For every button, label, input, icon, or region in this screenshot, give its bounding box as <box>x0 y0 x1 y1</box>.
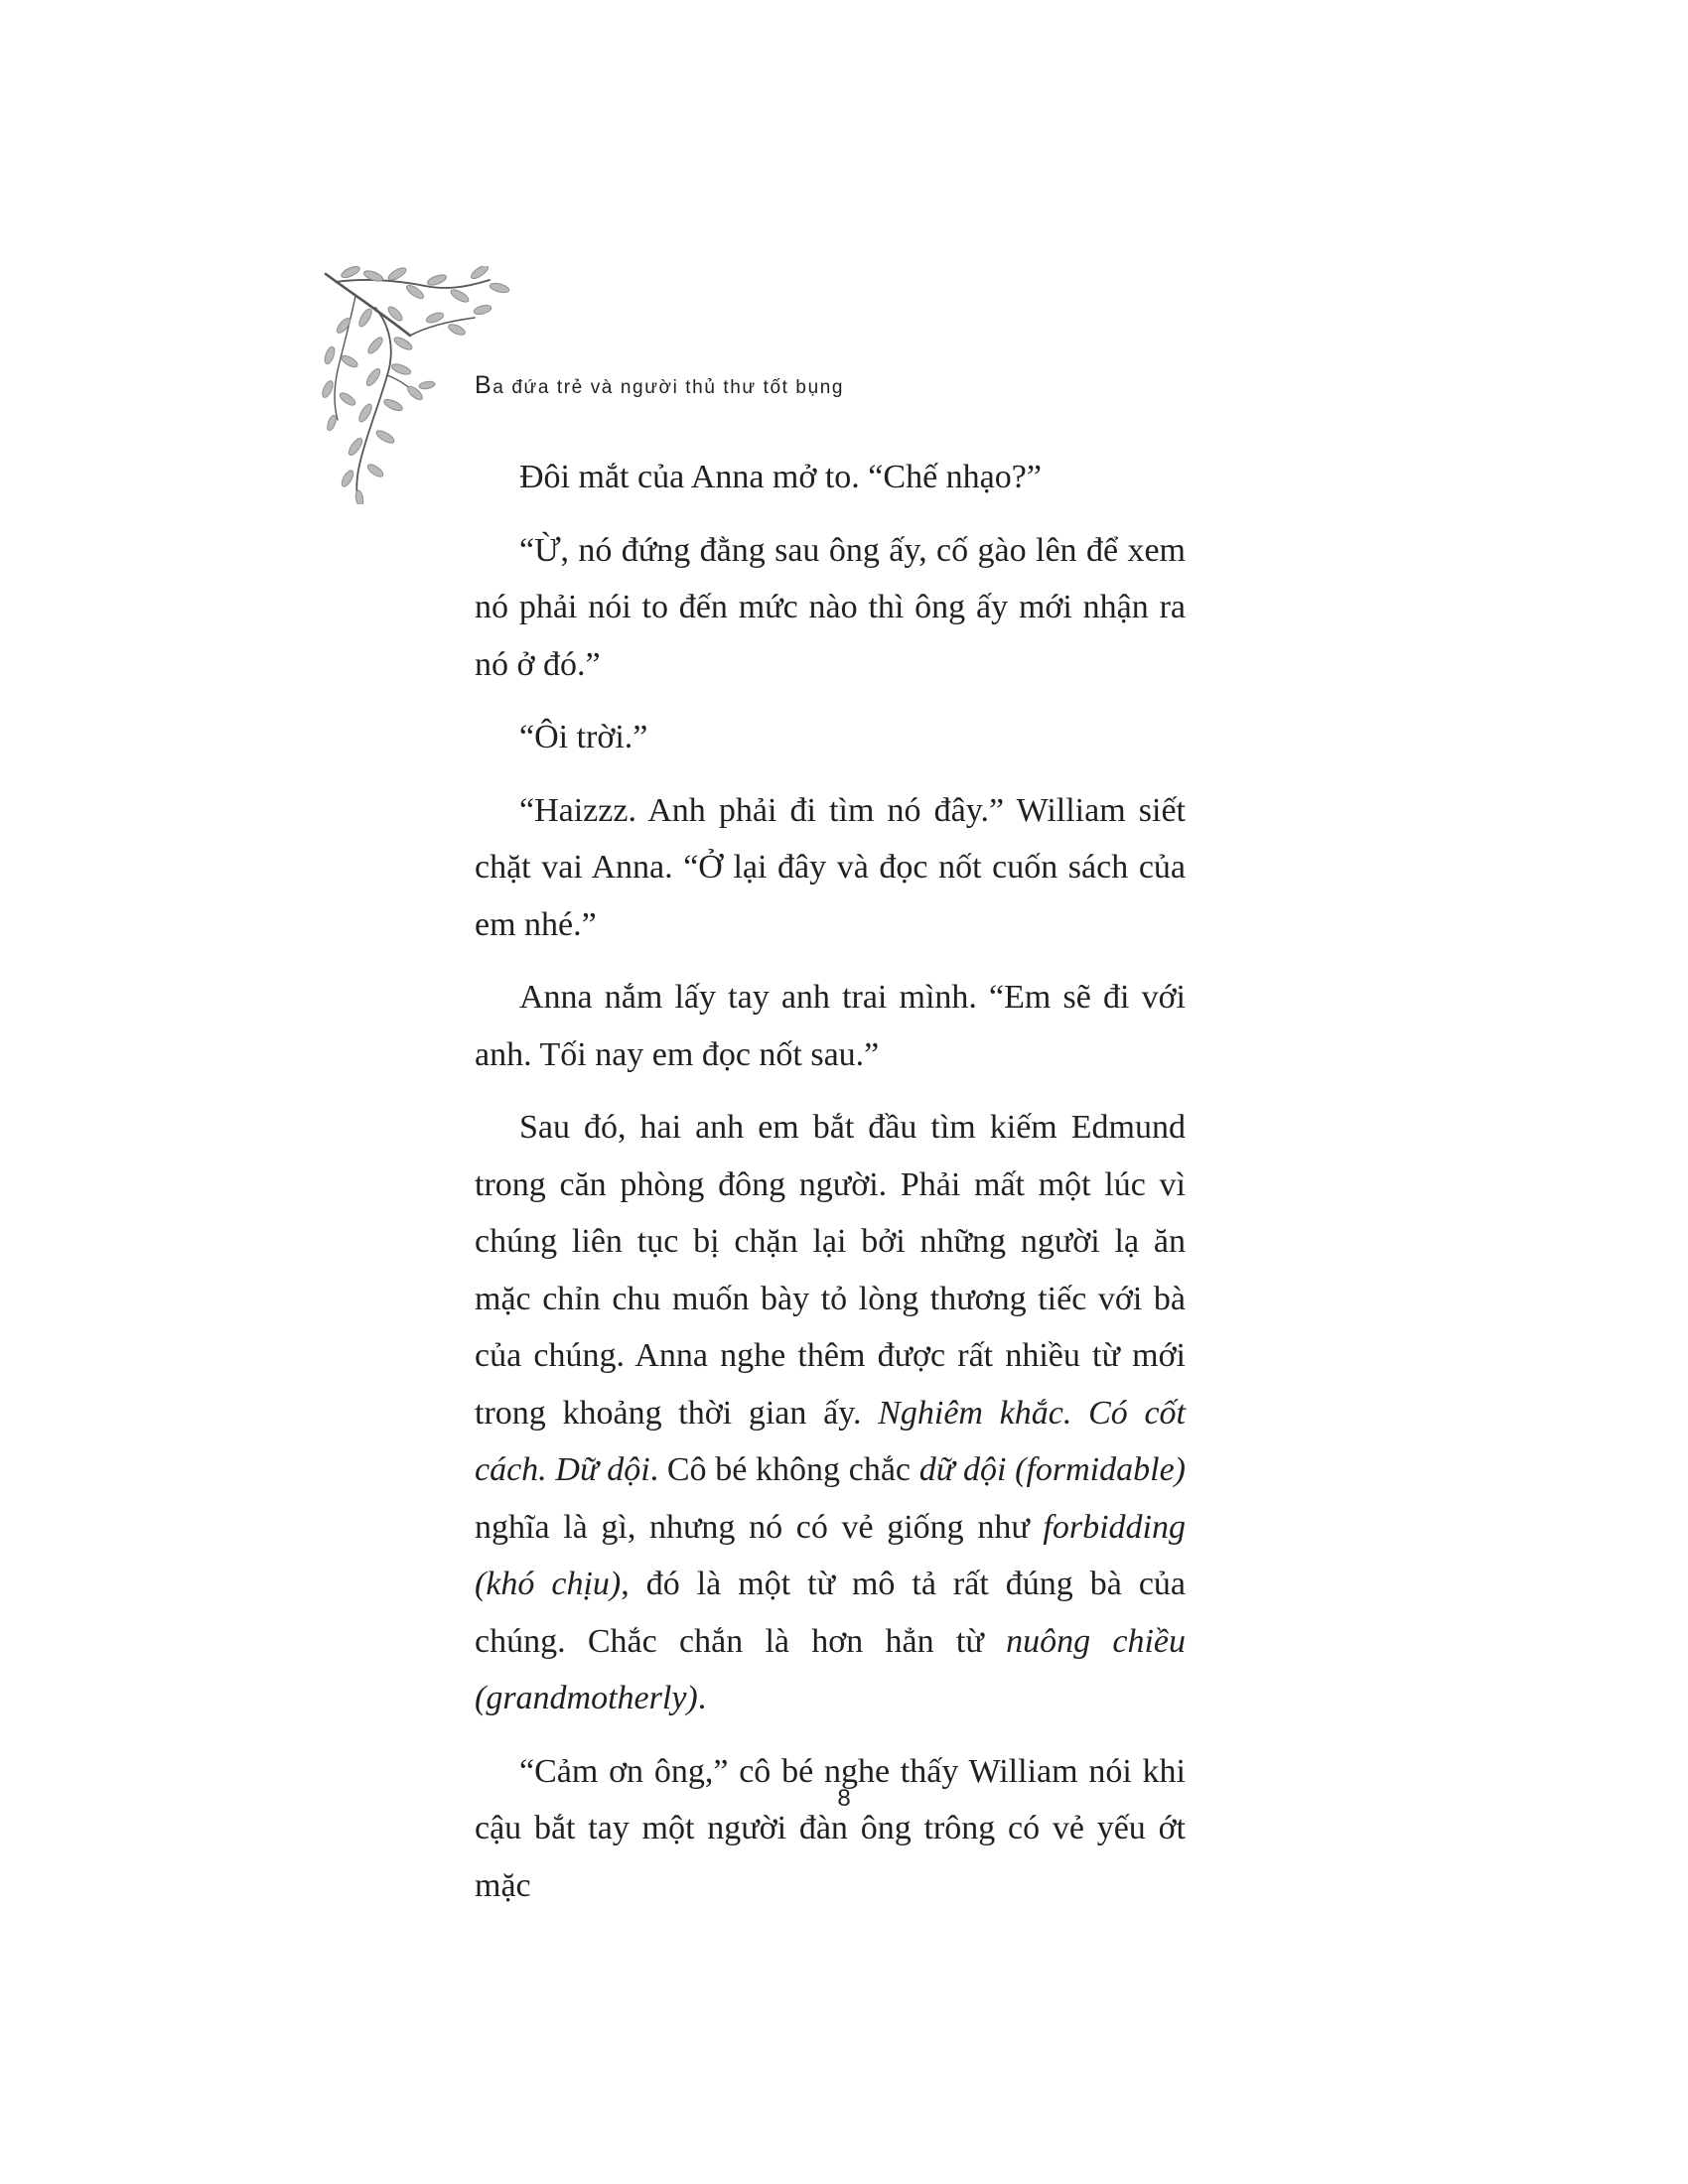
page-number: 8 <box>837 1785 851 1812</box>
paragraph-3: “Ôi trời.” <box>519 719 648 755</box>
paragraph-6-italic: nuông chiều (grandmotherly) <box>475 1622 1186 1716</box>
running-header-initial: B <box>475 371 493 399</box>
paragraph-6-text: , đó là một từ mô tả rất đúng bà của chúng. Chắc chắn là hơn hẳn từ <box>475 1566 1186 1660</box>
paragraph-6-text: nghĩa là gì, nhưng nó có vẻ giống như <box>475 1508 1044 1546</box>
paragraph-2: “Ừ, nó đứng đằng sau ông ấy, cố gào lên để xem nó phải nói to đến mức nào thì ông ấy mới nhận ra nó ở đó.” <box>475 531 1186 683</box>
paragraph-6-italic: Nghiêm khắc. Có cốt cách. Dữ dội <box>475 1394 1186 1488</box>
paragraph-6-text: . <box>697 1680 707 1716</box>
body-text <box>475 449 1186 1930</box>
paragraph-7: “Cảm ơn ông,” cô bé nghe thấy William nói khi cậu bắt tay một người đàn ông trông có vẻ yếu ớt mặc <box>475 1752 1186 1904</box>
paragraph-6-text: . Cô bé không chắc <box>649 1451 919 1488</box>
running-header <box>475 371 844 400</box>
paragraph-6-text: Sau đó, hai anh em bắt đầu tìm kiếm Edmund trong căn phòng đông người. Phải mất một lúc vì chúng liên tục bị chặn lại bởi những người lạ ăn mặc chỉn chu muốn bày tỏ lòng thương tiếc với bà của chúng. Anna nghe thêm được rất nhiều từ mới trong khoảng thời gian ấy. <box>475 1109 1186 1432</box>
running-header-title: a đứa trẻ và người thủ thư tốt bụng <box>492 377 845 398</box>
paragraph-6-italic: dữ dội (formidable) <box>918 1451 1186 1488</box>
paragraph-1: Đôi mắt của Anna mở to. “Chế nhạo?” <box>519 459 1042 495</box>
paragraph-6 <box>475 1099 1186 1727</box>
paragraph-6-italic: forbidding (khó chịu) <box>475 1508 1186 1602</box>
paragraph-4: “Haizzz. Anh phải đi tìm nó đây.” William siết chặt vai Anna. “Ở lại đây và đọc nốt cuốn sách của em nhé.” <box>475 791 1186 943</box>
paragraph-5: Anna nắm lấy tay anh trai mình. “Em sẽ đi với anh. Tối nay em đọc nốt sau.” <box>475 979 1186 1073</box>
